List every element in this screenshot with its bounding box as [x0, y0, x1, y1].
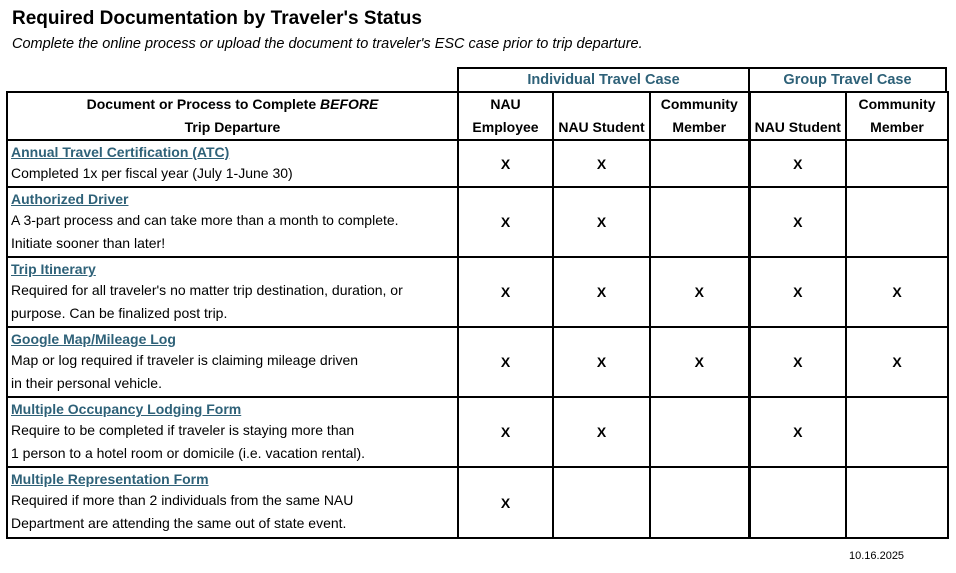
mark-ind-nau-employee: X [458, 467, 553, 538]
document-cell [7, 140, 458, 187]
header-ind-community-line1: Community [660, 96, 738, 112]
header-grp-nau-student [749, 92, 846, 140]
document-description: Required if more than 2 individuals from the same NAU [11, 492, 354, 508]
mark-ind-nau-student: X [553, 397, 650, 467]
mark-grp-community-member: X [846, 257, 948, 327]
header-document-line2: Trip Departure [184, 119, 281, 135]
mark-ind-community-member [650, 187, 749, 257]
mark-ind-community-member: X [650, 257, 749, 327]
mark-ind-nau-student: X [553, 257, 650, 327]
mark-ind-nau-student: X [553, 140, 650, 187]
document-link[interactable]: Google Map/Mileage Log [11, 331, 176, 347]
header-ind-nau-student-label: NAU Student [558, 119, 645, 135]
mark-ind-community-member [650, 467, 749, 538]
date-stamp: 10.16.2025 [849, 550, 905, 562]
header-row [7, 92, 948, 140]
table-row [7, 140, 948, 187]
mark-ind-nau-employee: X [458, 140, 553, 187]
mark-ind-community-member [650, 397, 749, 467]
document-link[interactable]: Annual Travel Certification (ATC) [11, 144, 230, 160]
document-cell [7, 257, 458, 327]
group-header-group: Group Travel Case [748, 67, 947, 91]
document-description: Department are attending the same out of state event. [11, 515, 347, 531]
mark-grp-community-member: X [846, 327, 948, 397]
mark-grp-community-member [846, 187, 948, 257]
mark-ind-nau-student [553, 467, 650, 538]
mark-ind-community-member: X [650, 327, 749, 397]
table-row [7, 467, 948, 538]
page-title: Required Documentation by Traveler's Status [12, 8, 422, 29]
table-row [7, 327, 948, 397]
mark-grp-community-member [846, 140, 948, 187]
mark-ind-nau-employee: X [458, 257, 553, 327]
header-grp-community-member [846, 92, 948, 140]
page-subtitle: Complete the online process or upload the document to traveler's ESC case prior to trip departure. [12, 36, 643, 52]
header-ind-nau-employee-line2: Employee [472, 119, 539, 135]
mark-grp-nau-student: X [749, 187, 846, 257]
document-link[interactable]: Authorized Driver [11, 191, 129, 207]
table-row [7, 397, 948, 467]
table-row [7, 257, 948, 327]
header-ind-community-member [650, 92, 749, 140]
document-description: Required for all traveler's no matter trip destination, duration, or [11, 282, 403, 298]
mark-ind-nau-student: X [553, 187, 650, 257]
document-link[interactable]: Multiple Representation Form [11, 471, 209, 487]
document-description: in their personal vehicle. [11, 375, 162, 391]
mark-grp-nau-student: X [749, 257, 846, 327]
document-description: A 3-part process and can take more than a month to complete. [11, 212, 399, 228]
table-row [7, 187, 948, 257]
mark-ind-community-member [650, 140, 749, 187]
header-ind-nau-employee [458, 92, 553, 140]
document-link[interactable]: Trip Itinerary [11, 261, 96, 277]
header-grp-nau-student-label: NAU Student [754, 119, 841, 135]
header-document [7, 92, 458, 140]
mark-grp-nau-student: X [749, 327, 846, 397]
document-description: Initiate sooner than later! [11, 235, 166, 251]
header-document-emphasis: BEFORE [320, 96, 379, 112]
documentation-table [6, 91, 949, 539]
header-grp-community-line1: Community [858, 96, 936, 112]
mark-grp-community-member [846, 467, 948, 538]
group-header-individual: Individual Travel Case [457, 67, 750, 91]
document-description: Require to be completed if traveler is staying more than [11, 422, 355, 438]
mark-grp-community-member [846, 397, 948, 467]
header-ind-community-line2: Member [672, 119, 727, 135]
header-grp-community-line2: Member [870, 119, 924, 135]
document-link[interactable]: Multiple Occupancy Lodging Form [11, 401, 242, 417]
mark-grp-nau-student: X [749, 140, 846, 187]
mark-ind-nau-employee: X [458, 397, 553, 467]
document-cell [7, 187, 458, 257]
document-description: 1 person to a hotel room or domicile (i.e. vacation rental). [11, 445, 366, 461]
document-cell [7, 327, 458, 397]
document-cell [7, 467, 458, 538]
document-description: purpose. Can be finalized post trip. [11, 305, 228, 321]
mark-ind-nau-student: X [553, 327, 650, 397]
mark-grp-nau-student [749, 467, 846, 538]
mark-ind-nau-employee: X [458, 327, 553, 397]
mark-ind-nau-employee: X [458, 187, 553, 257]
header-ind-nau-employee-line1: NAU [490, 96, 521, 112]
document-cell [7, 397, 458, 467]
header-ind-nau-student [553, 92, 650, 140]
header-document-line1: Document or Process to Complete [86, 96, 321, 112]
document-description: Map or log required if traveler is claiming mileage driven [11, 352, 359, 368]
mark-grp-nau-student: X [749, 397, 846, 467]
document-description: Completed 1x per fiscal year (July 1-June 30) [11, 165, 293, 181]
